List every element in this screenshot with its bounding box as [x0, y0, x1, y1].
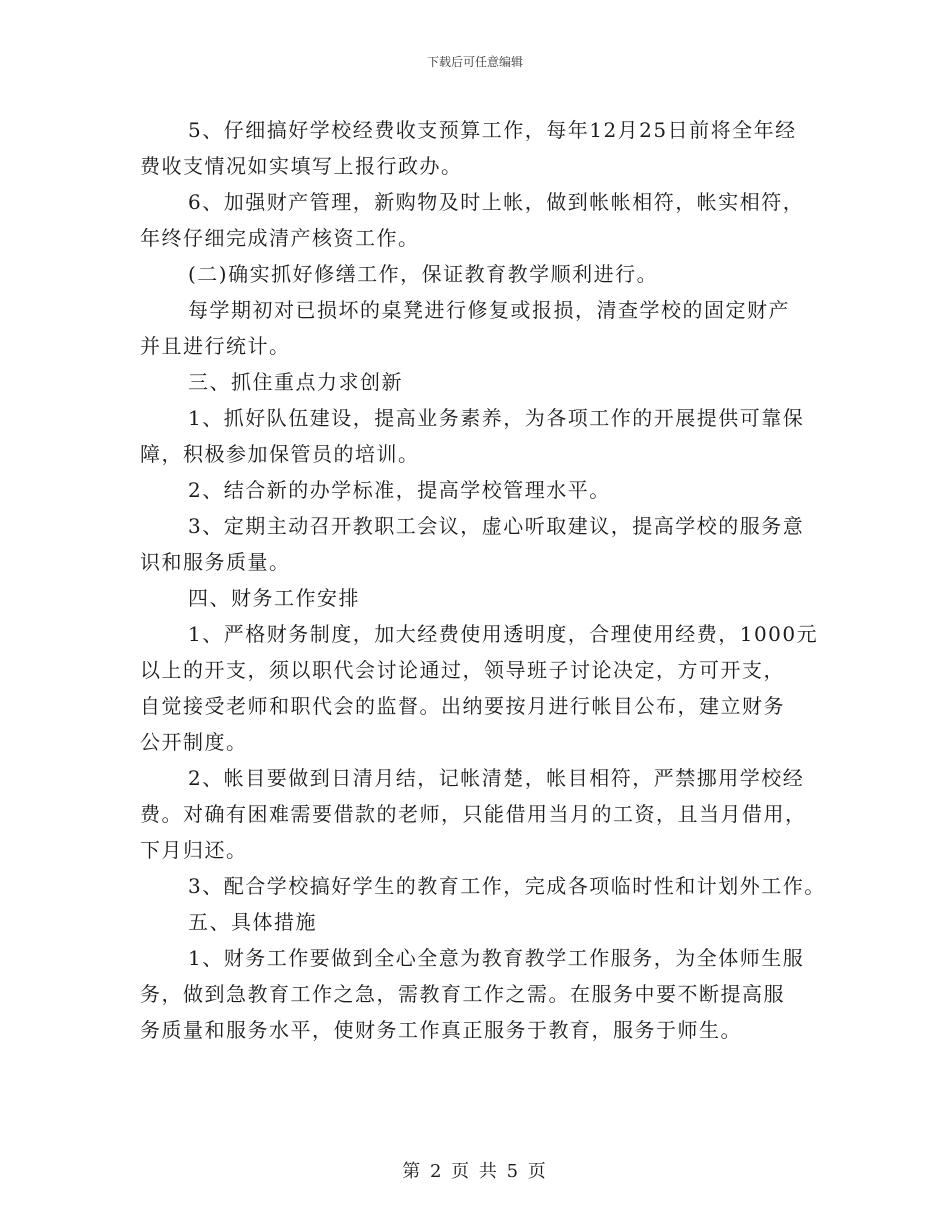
text-line: 费收支情况如实填写上报行政办。	[140, 154, 463, 178]
text-line: 障，积极参加保管员的培训。	[140, 442, 420, 466]
text-line: 并且进行统计。	[140, 334, 291, 358]
text-line: 自觉接受老师和职代会的监督。出纳要按月进行帐目公布，建立财务	[140, 694, 785, 718]
text-line: 5、仔细搞好学校经费收支预算工作，每年12月25日前将全年经	[188, 118, 797, 142]
document-body	[140, 112, 830, 1048]
header-note: 下载后可任意编辑	[426, 55, 523, 69]
text-line: (二)确实抓好修缮工作，保证教育教学顺利进行。	[188, 262, 659, 286]
text-line: 下月归还。	[140, 838, 248, 862]
text-line: 每学期初对已损坏的桌凳进行修复或报损，清查学校的固定财产	[188, 298, 790, 322]
text-line: 公开制度。	[140, 730, 248, 754]
text-line: 1、严格财务制度，加大经费使用透明度，合理使用经费，1000元	[188, 622, 819, 646]
text-line: 6、加强财产管理，新购物及时上帐，做到帐帐相符，帐实相符，	[188, 190, 805, 214]
text-line: 3、定期主动召开教职工会议，虚心听取建议，提高学校的服务意	[188, 514, 805, 538]
text-line: 1、财务工作要做到全心全意为教育教学工作服务，为全体师生服	[188, 946, 805, 970]
text-line: 2、结合新的办学标准，提高学校管理水平。	[188, 478, 611, 502]
text-line: 费。对确有困难需要借款的老师，只能借用当月的工资，且当月借用，	[140, 802, 807, 826]
text-line: 2、帐目要做到日清月结，记帐清楚，帐目相符，严禁挪用学校经	[188, 766, 805, 790]
text-line: 五、具体措施	[188, 910, 317, 934]
page-number-footer: 第 2 页 共 5 页	[402, 1161, 548, 1182]
text-line: 以上的开支，须以职代会讨论通过，领导班子讨论决定，方可开支，	[140, 658, 785, 682]
text-line: 四、财务工作安排	[188, 586, 360, 610]
text-line: 务，做到急教育工作之急，需教育工作之需。在服务中要不断提高服	[140, 982, 785, 1006]
text-line: 年终仔细完成清产核资工作。	[140, 226, 420, 250]
text-line: 三、抓住重点力求创新	[188, 370, 403, 394]
text-line: 1、抓好队伍建设，提高业务素养，为各项工作的开展提供可靠保	[188, 406, 805, 430]
text-line: 务质量和服务水平，使财务工作真正服务于教育，服务于师生。	[140, 1018, 742, 1042]
text-line: 识和服务质量。	[140, 550, 291, 574]
text-line: 3、配合学校搞好学生的教育工作，完成各项临时性和计划外工作。	[188, 874, 826, 898]
